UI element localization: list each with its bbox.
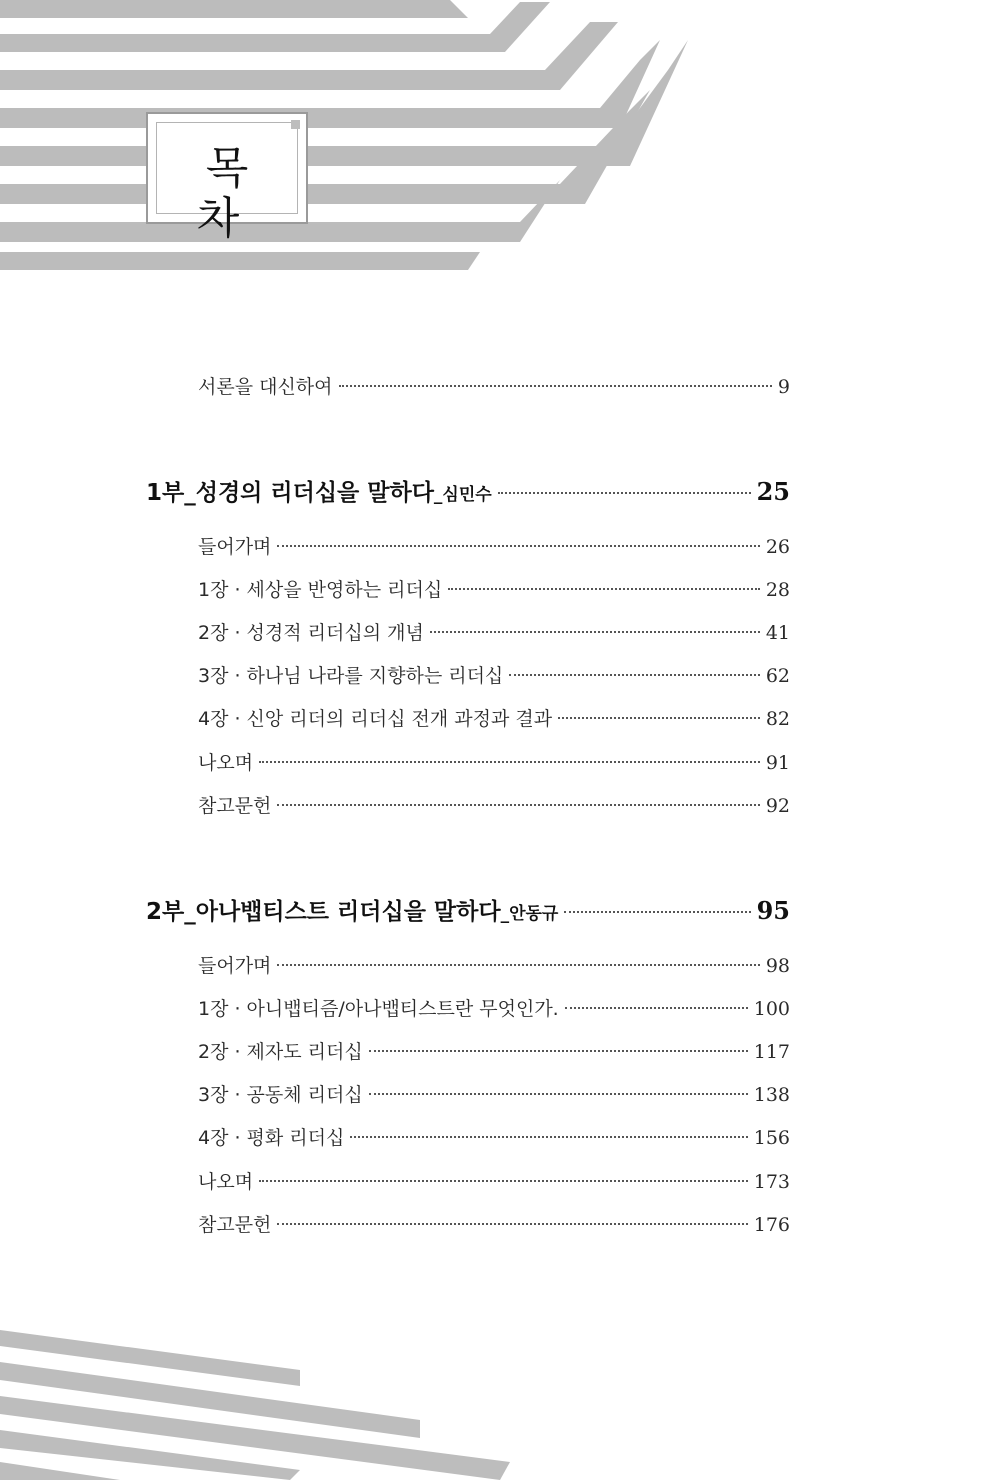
bottom-stripe-band [0,1330,510,1480]
toc-entry-label: 들어가며 [198,955,272,977]
toc-entry-page: 98 [765,955,790,977]
dot-leader [509,674,760,676]
toc-entry-label: 나오며 [198,752,254,774]
toc-entry-label: 참고문헌 [198,795,272,817]
part-title: 1부_성경의 리더십을 말하다 [146,480,434,506]
dot-leader [339,385,772,387]
toc-entry-page: 26 [765,536,790,558]
toc-entry-label: 나오며 [198,1171,254,1193]
toc-entry[interactable] [198,532,790,559]
toc-entry-label: 1장 · 세상을 반영하는 리더십 [198,579,443,601]
toc-entry[interactable] [198,575,790,602]
toc-entry-label: 2장 · 성경적 리더십의 개념 [198,622,424,644]
toc-entry-page: 138 [753,1084,790,1106]
title-corner-square [291,120,300,129]
part-author: _안동규 [500,904,559,924]
toc-entry[interactable] [198,1210,790,1237]
toc-entry-label: 참고문헌 [198,1214,272,1236]
top-stripe [0,252,480,270]
toc-entry[interactable] [198,994,790,1021]
toc-entry-label: 들어가며 [198,536,272,558]
dot-leader [498,492,751,494]
part-page: 95 [756,896,790,925]
toc-entry[interactable] [198,791,790,818]
top-stripe-band [0,0,688,270]
top-stripe [0,22,618,90]
dot-leader [277,1223,747,1225]
dot-leader [369,1093,748,1095]
toc-entry-page: 156 [753,1127,790,1149]
part-author: _심민수 [433,485,492,505]
toc-entry-page: 173 [753,1171,790,1193]
toc-entry-page: 41 [765,622,790,644]
part-title: 2부_아나뱁티스트 리더십을 말하다 [146,899,501,925]
dot-leader [259,761,760,763]
toc-entry[interactable] [198,661,790,688]
bottom-stripe [0,1462,120,1480]
toc-entry-page: 82 [765,708,790,730]
toc-part-heading[interactable] [146,474,790,507]
dot-leader [564,911,750,913]
dot-leader [430,631,760,633]
toc-entry[interactable] [198,1167,790,1194]
toc-entry-page: 100 [753,998,790,1020]
toc-part-heading[interactable] [146,893,790,926]
toc-entry[interactable] [198,704,790,731]
dot-leader [259,1180,748,1182]
toc-entry[interactable] [198,1080,790,1107]
top-stripe [0,0,468,18]
dot-leader [448,588,760,590]
toc-entry-preface[interactable] [198,372,790,399]
dot-leader [277,545,759,547]
toc-entry-page: 62 [765,665,790,687]
toc-entry-page: 92 [765,795,790,817]
toc-entry[interactable] [198,1123,790,1150]
toc-entry-label: 1장 · 아니뱁티즘/아나뱁티스트란 무엇인가. [198,998,559,1020]
toc-title: 목 차 [196,143,267,244]
toc-entry-label: 2장 · 제자도 리더십 [198,1041,363,1063]
toc-entry-label: 3장 · 공동체 리더십 [198,1084,363,1106]
dot-leader [350,1136,747,1138]
toc-entry[interactable] [198,748,790,775]
dot-leader [558,717,760,719]
toc-entry-page: 176 [753,1214,790,1236]
toc-entry-page: 91 [765,752,790,774]
toc-entry-page: 9 [777,376,790,398]
toc-entry[interactable] [198,951,790,978]
dot-leader [277,804,759,806]
part-page: 25 [756,477,790,506]
toc-entry[interactable] [198,618,790,645]
dot-leader [565,1007,748,1009]
toc-entry-page: 117 [753,1041,790,1063]
toc-entry-label: 4장 · 평화 리더십 [198,1127,345,1149]
toc-entry-label: 3장 · 하나님 나라를 지향하는 리더십 [198,665,504,687]
dot-leader [369,1050,748,1052]
toc-entry[interactable] [198,1037,790,1064]
toc-title-box [146,112,308,244]
toc-entry-label: 서론을 대신하여 [198,376,333,398]
toc-entry-label: 4장 · 신앙 리더의 리더십 전개 과정과 결과 [198,708,553,730]
dot-leader [277,964,759,966]
toc-entry-page: 28 [765,579,790,601]
